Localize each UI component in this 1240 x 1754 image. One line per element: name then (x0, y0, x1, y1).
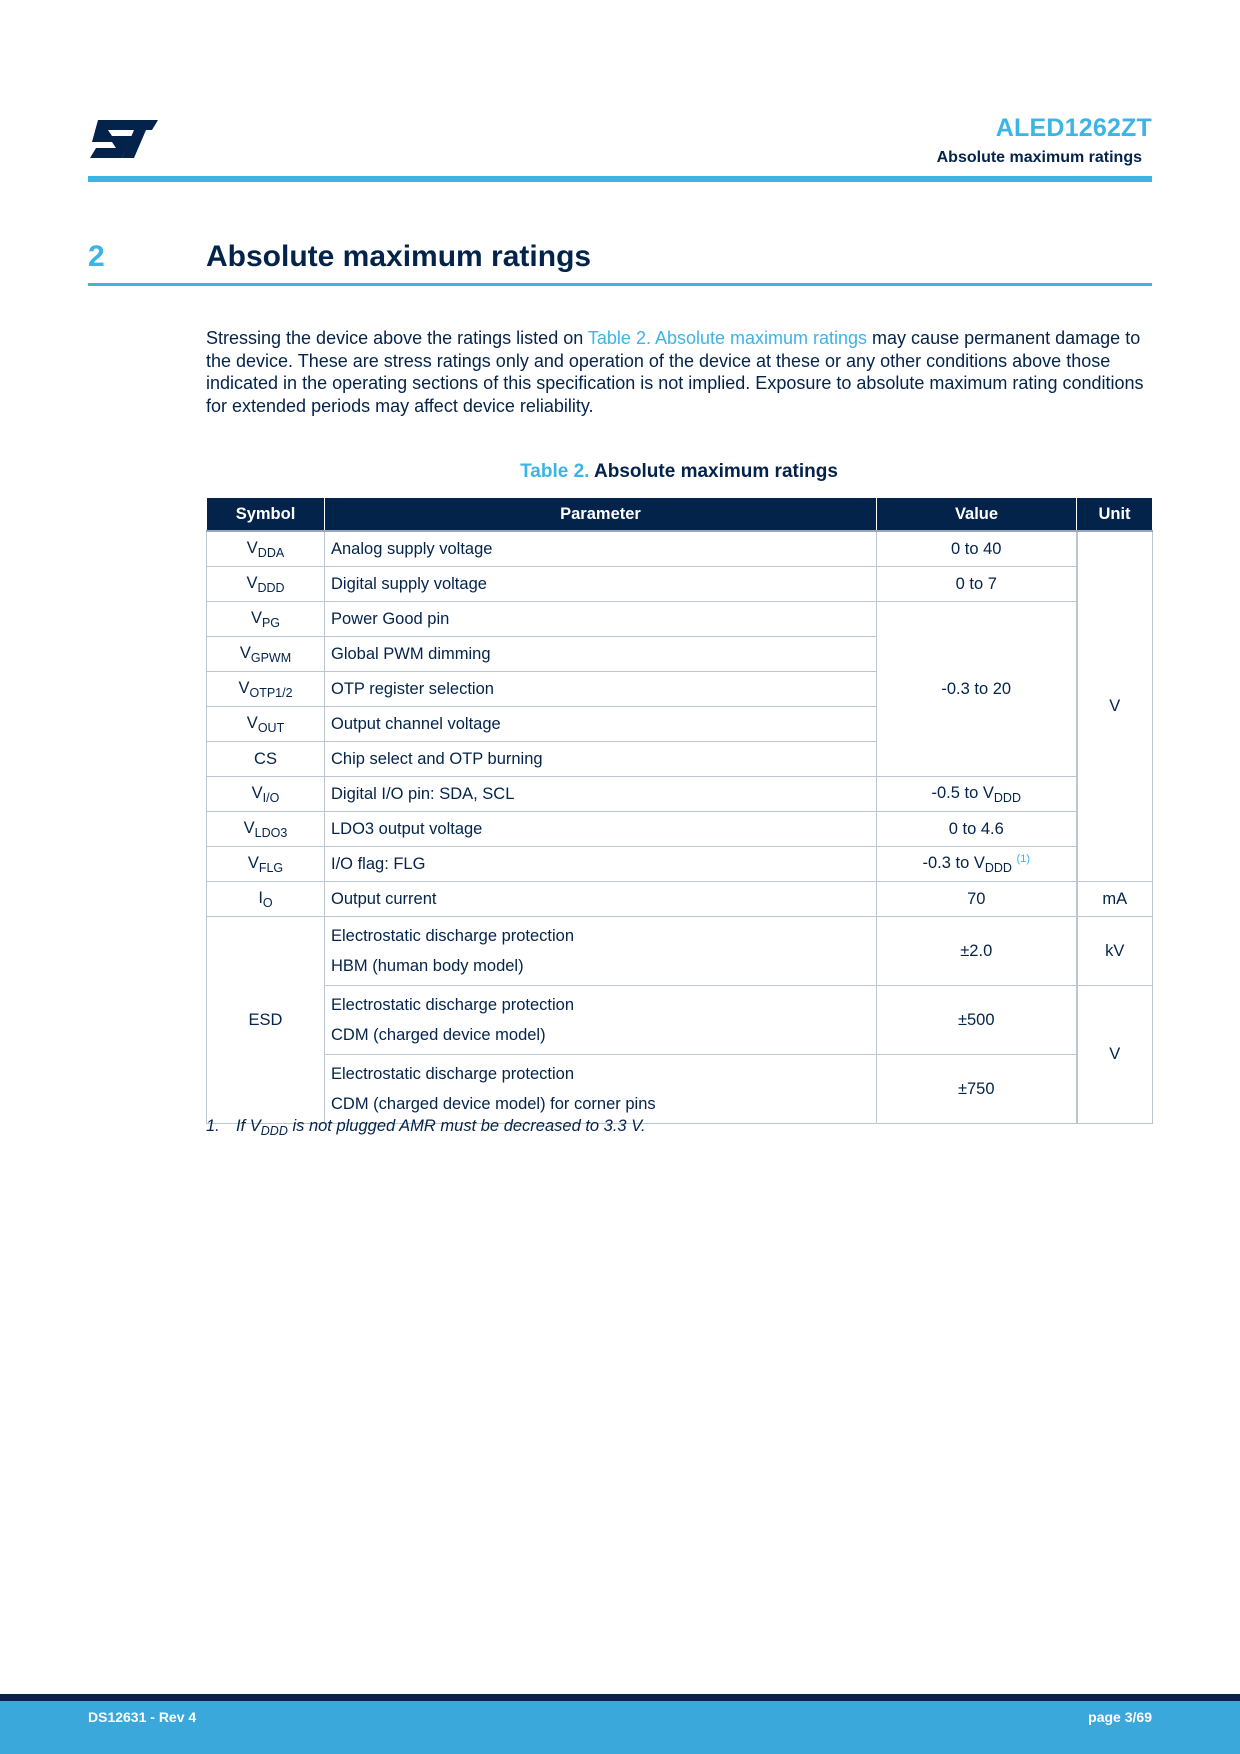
parameter-cell: LDO3 output voltage (325, 812, 877, 847)
table-row (207, 567, 1153, 602)
value-cell: ±500 (877, 986, 1077, 1055)
st-logo (88, 118, 160, 160)
intro-paragraph (206, 327, 1152, 417)
value-cell: ±750 (877, 1055, 1077, 1124)
header-rule (88, 176, 1152, 182)
section-rule (88, 283, 1152, 286)
table-row (207, 777, 1153, 812)
parameter-cell: Electrostatic discharge protection HBM (human body model) (325, 917, 877, 986)
footer-page-number: page 3/69 (1088, 1709, 1152, 1725)
parameter-cell: Power Good pin (325, 602, 877, 637)
parameter-cell: Analog supply voltage (325, 531, 877, 567)
value-cell: -0.5 to $V_{DDD}$ (877, 777, 1077, 812)
symbol-cell: $V_{I/O}$ (207, 777, 325, 812)
symbol-cell: $V_{DDD}$ (207, 567, 325, 602)
parameter-cell: I/O flag: FLG (325, 847, 877, 882)
symbol-cell: $V_{OUT}$ (207, 707, 325, 742)
value-cell: ±2.0 (877, 917, 1077, 986)
unit-cell-shared-esd: V (1077, 986, 1153, 1124)
intro-text-before: Stressing the device above the ratings listed on (206, 328, 588, 348)
parameter-cell: OTP register selection (325, 672, 877, 707)
unit-cell: mA (1077, 882, 1153, 917)
header-symbol: Symbol (207, 498, 325, 532)
section-number: 2 (88, 240, 105, 273)
table-caption (206, 461, 1152, 483)
value-cell: 70 (877, 882, 1077, 917)
value-cell-shared: -0.3 to 20 (877, 602, 1077, 777)
value-cell: 0 to 7 (877, 567, 1077, 602)
symbol-cell: $V_{LDO3}$ (207, 812, 325, 847)
table-row (207, 812, 1153, 847)
value-cell: 0 to 40 (877, 531, 1077, 567)
table-caption-title: Absolute maximum ratings (594, 461, 838, 482)
symbol-cell: $V_{FLG}$ (207, 847, 325, 882)
table-header-row (207, 498, 1153, 532)
value-cell: -0.3 to $V_{DDD}$ $^{(1)}$ (877, 847, 1077, 882)
parameter-cell: Chip select and OTP burning (325, 742, 877, 777)
absolute-maximum-ratings-table (206, 497, 1153, 1124)
footnote-reference[interactable]: (1) (1016, 853, 1030, 865)
symbol-cell: CS (207, 742, 325, 777)
table-row (207, 1055, 1153, 1124)
symbol-cell: $V_{OTP1/2}$ (207, 672, 325, 707)
parameter-cell: Global PWM dimming (325, 637, 877, 672)
footer-dark-rule (0, 1694, 1240, 1701)
parameter-cell: Output current (325, 882, 877, 917)
intro-text-after: may cause permanent damage to the device. These are stress ratings only and operation of the device at these or any other conditions above those indicated in the operating sections of this specification is not implied. Exposure to absolute maximum rating conditions for extended periods may affect device reliability. (206, 328, 1144, 416)
unit-cell: kV (1077, 917, 1153, 986)
value-cell: 0 to 4.6 (877, 812, 1077, 847)
table-row (207, 602, 1153, 637)
section-title: Absolute maximum ratings (206, 240, 592, 273)
table-cross-reference-link[interactable]: Table 2. Absolute maximum ratings (587, 328, 868, 348)
symbol-cell: $V_{PG}$ (207, 602, 325, 637)
parameter-cell: Electrostatic discharge protection CDM (charged device model) (325, 986, 877, 1055)
table-row (207, 917, 1153, 986)
table-caption-number: Table 2. (520, 461, 590, 482)
parameter-cell: Electrostatic discharge protection CDM (charged device model) for corner pins (325, 1055, 877, 1124)
unit-cell-shared-v: V (1077, 531, 1153, 882)
table-row (207, 847, 1153, 882)
symbol-cell: $V_{GPWM}$ (207, 637, 325, 672)
table-row (207, 531, 1153, 567)
header-parameter: Parameter (325, 498, 877, 532)
header-product-name: ALED1262ZT (995, 114, 1152, 142)
footer-document-id: DS12631 - Rev 4 (88, 1709, 197, 1725)
symbol-cell-esd: ESD (207, 917, 325, 1124)
table-row (207, 986, 1153, 1055)
footnote-number: 1. (206, 1117, 220, 1135)
parameter-cell: Digital supply voltage (325, 567, 877, 602)
parameter-cell: Digital I/O pin: SDA, SCL (325, 777, 877, 812)
symbol-cell: $I_O$ (207, 882, 325, 917)
parameter-cell: Output channel voltage (325, 707, 877, 742)
table-row (207, 882, 1153, 917)
header-value: Value (877, 498, 1077, 532)
header-unit: Unit (1077, 498, 1153, 532)
table-footnote: 1. If $V_{DDD}$ is not plugged AMR must be decreased to 3.3 V. (206, 1117, 646, 1138)
symbol-cell: $V_{DDA}$ (207, 531, 325, 567)
header-section-name: Absolute maximum ratings (936, 149, 1142, 166)
